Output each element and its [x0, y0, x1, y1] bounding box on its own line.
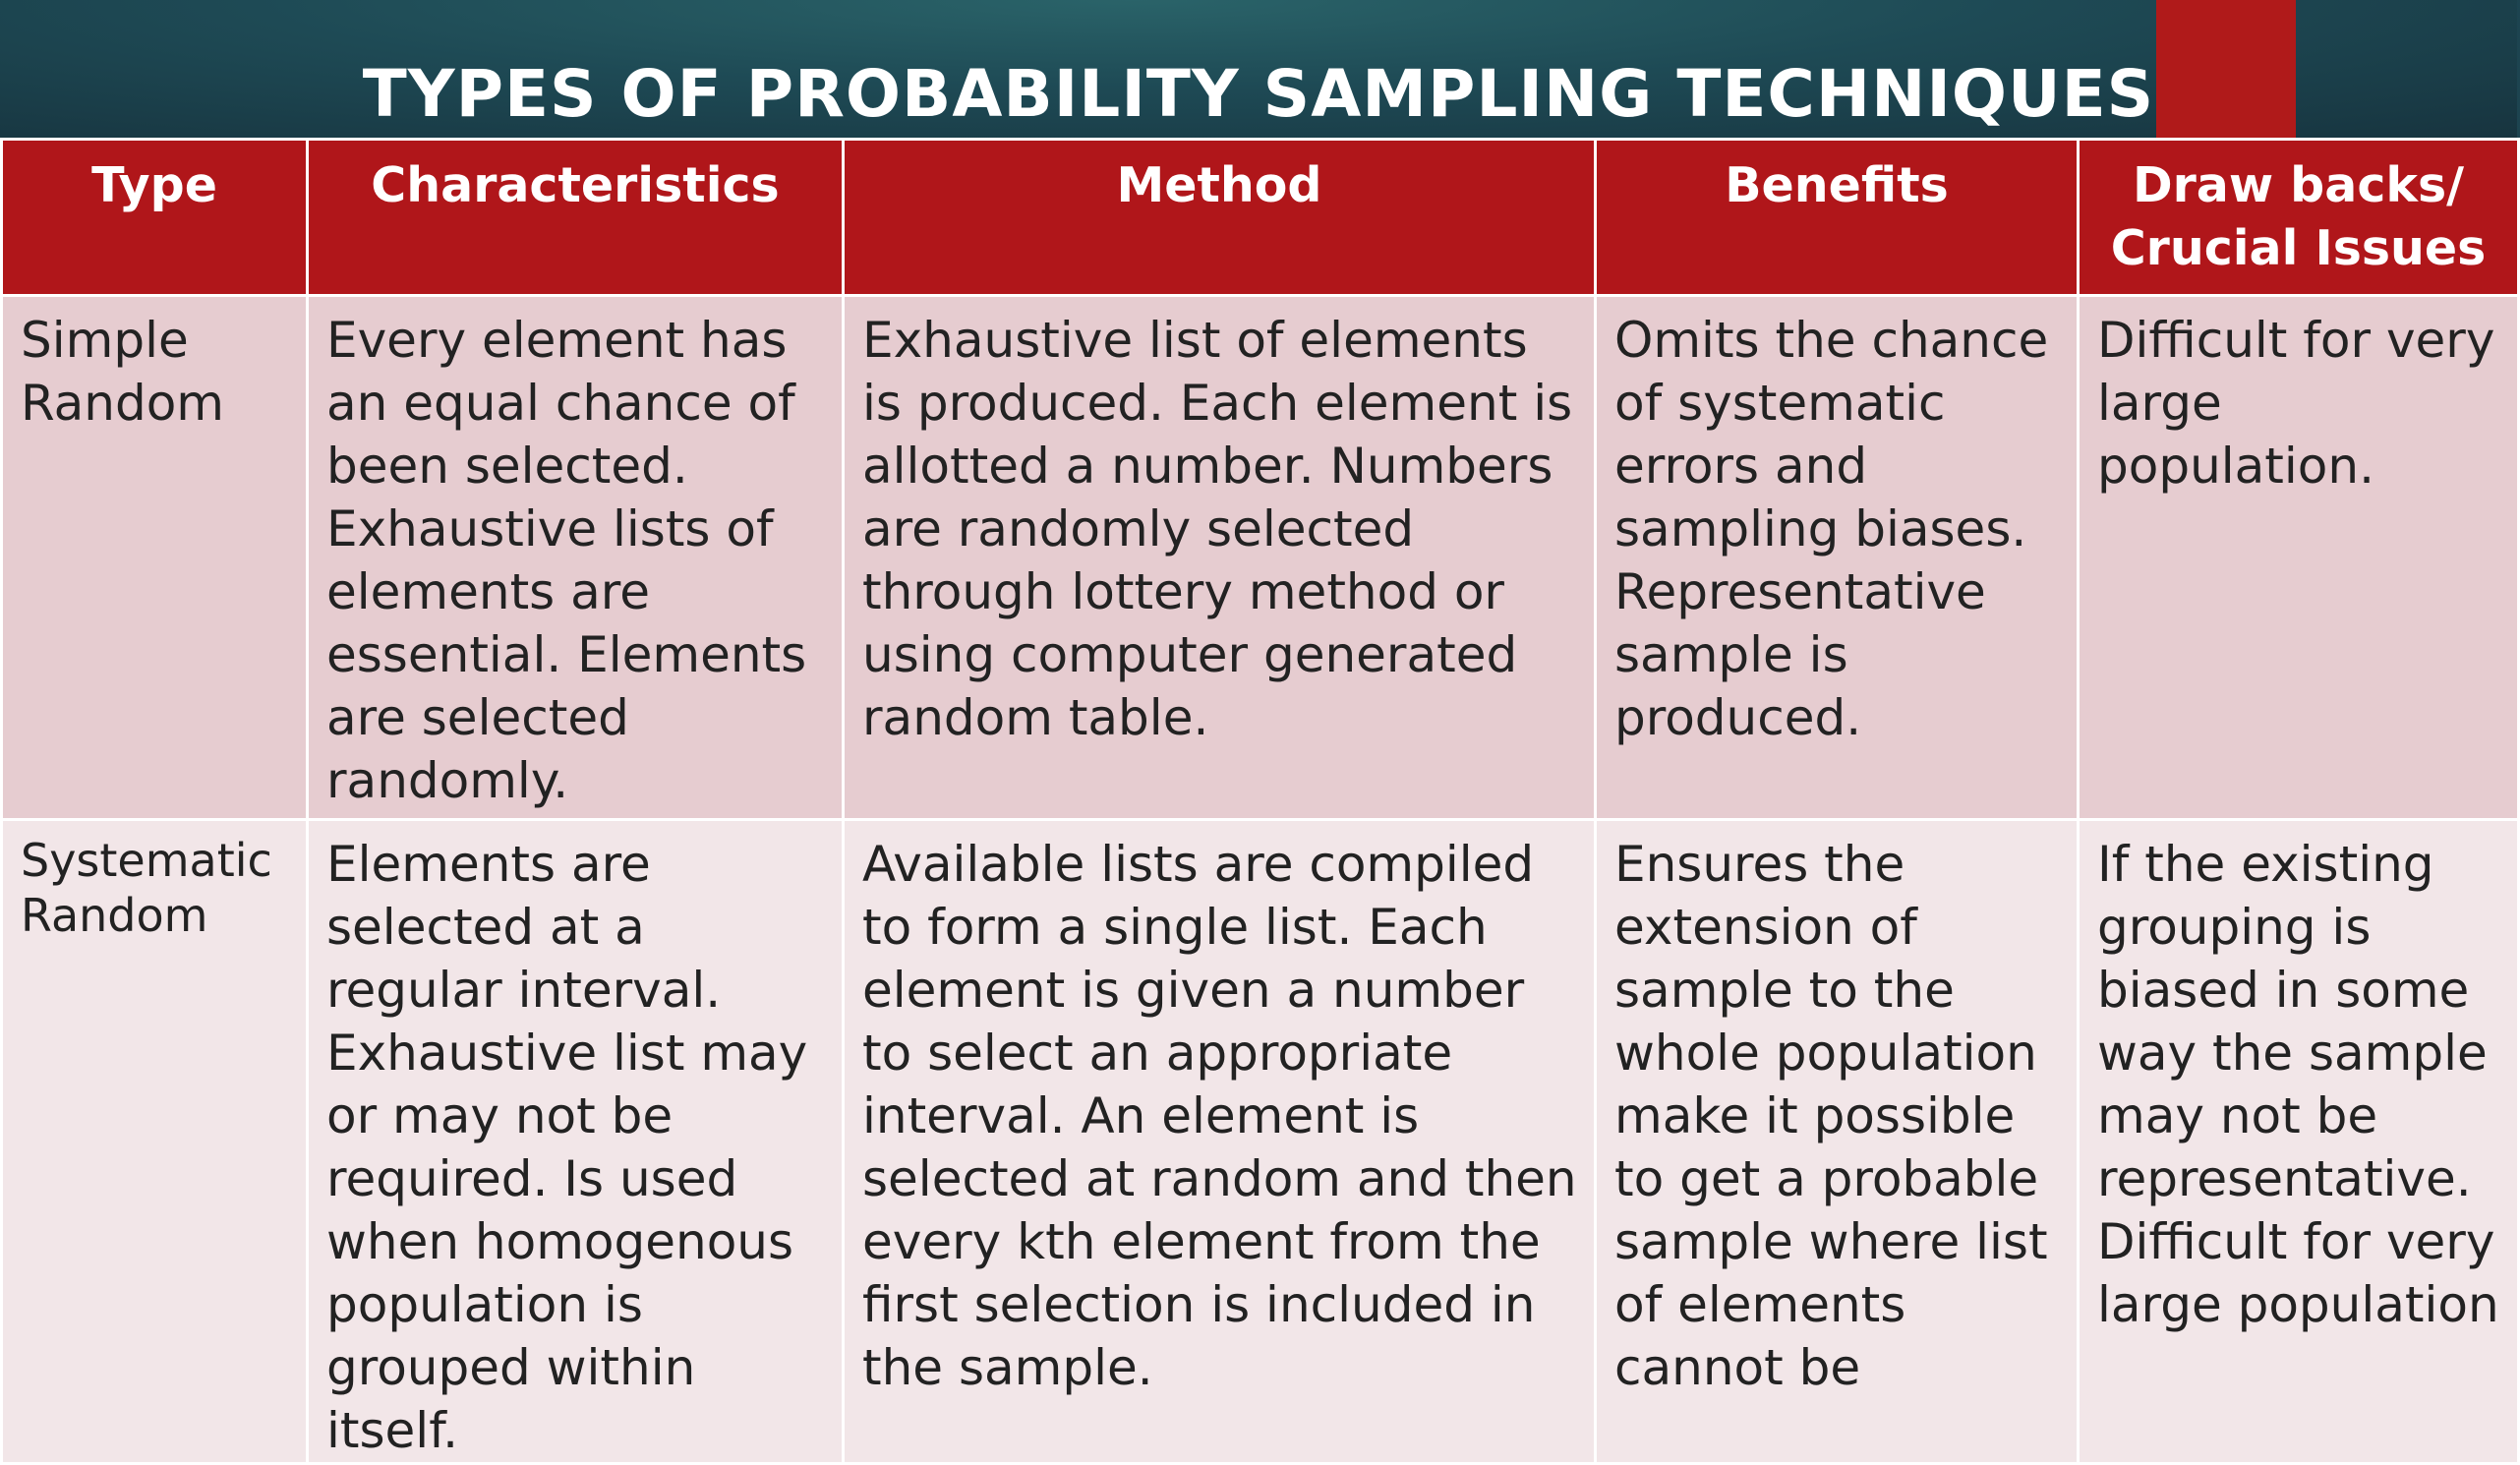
slide-title: TYPES OF PROBABILITY SAMPLING TECHNIQUES [362, 56, 2155, 132]
header-benefits: Benefits [1596, 140, 2079, 296]
header-characteristics: Characteristics [308, 140, 844, 296]
header-drawbacks: Draw backs/ Crucial Issues [2079, 140, 2519, 296]
cell-type: Systematic Random [2, 820, 308, 1464]
cell-type: Simple Random [2, 296, 308, 820]
cell-characteristics: Elements are selected at a regular interval. Exhaustive list may or may not be required. Is used when homogenous population is grouped within itself. [308, 820, 844, 1464]
cell-benefits: Omits the chance of systematic errors and sampling biases. Representative sample is produced. [1596, 296, 2079, 820]
header-type: Type [2, 140, 308, 296]
cell-drawbacks: Difficult for very large population. [2079, 296, 2519, 820]
cell-drawbacks: If the existing grouping is biased in some way the sample may not be representative. Difficult for very large population [2079, 820, 2519, 1464]
header-method: Method [844, 140, 1596, 296]
table-row [2, 296, 2519, 820]
cell-method: Available lists are compiled to form a single list. Each element is given a number to select an appropriate interval. An element is selected at random and then every kth element from the first selection is included in the sample. [844, 820, 1596, 1464]
cell-benefits: Ensures the extension of sample to the whole population make it possible to get a probable sample where list of elements cannot be [1596, 820, 2079, 1464]
cell-characteristics: Every element has an equal chance of been selected. Exhaustive lists of elements are essential. Elements are selected randomly. [308, 296, 844, 820]
cell-method: Exhaustive list of elements is produced. Each element is allotted a number. Numbers are randomly selected through lottery method or using computer generated random table. [844, 296, 1596, 820]
table-row [2, 820, 2519, 1464]
sampling-techniques-table [0, 138, 2520, 1465]
table-header-row [2, 140, 2519, 296]
